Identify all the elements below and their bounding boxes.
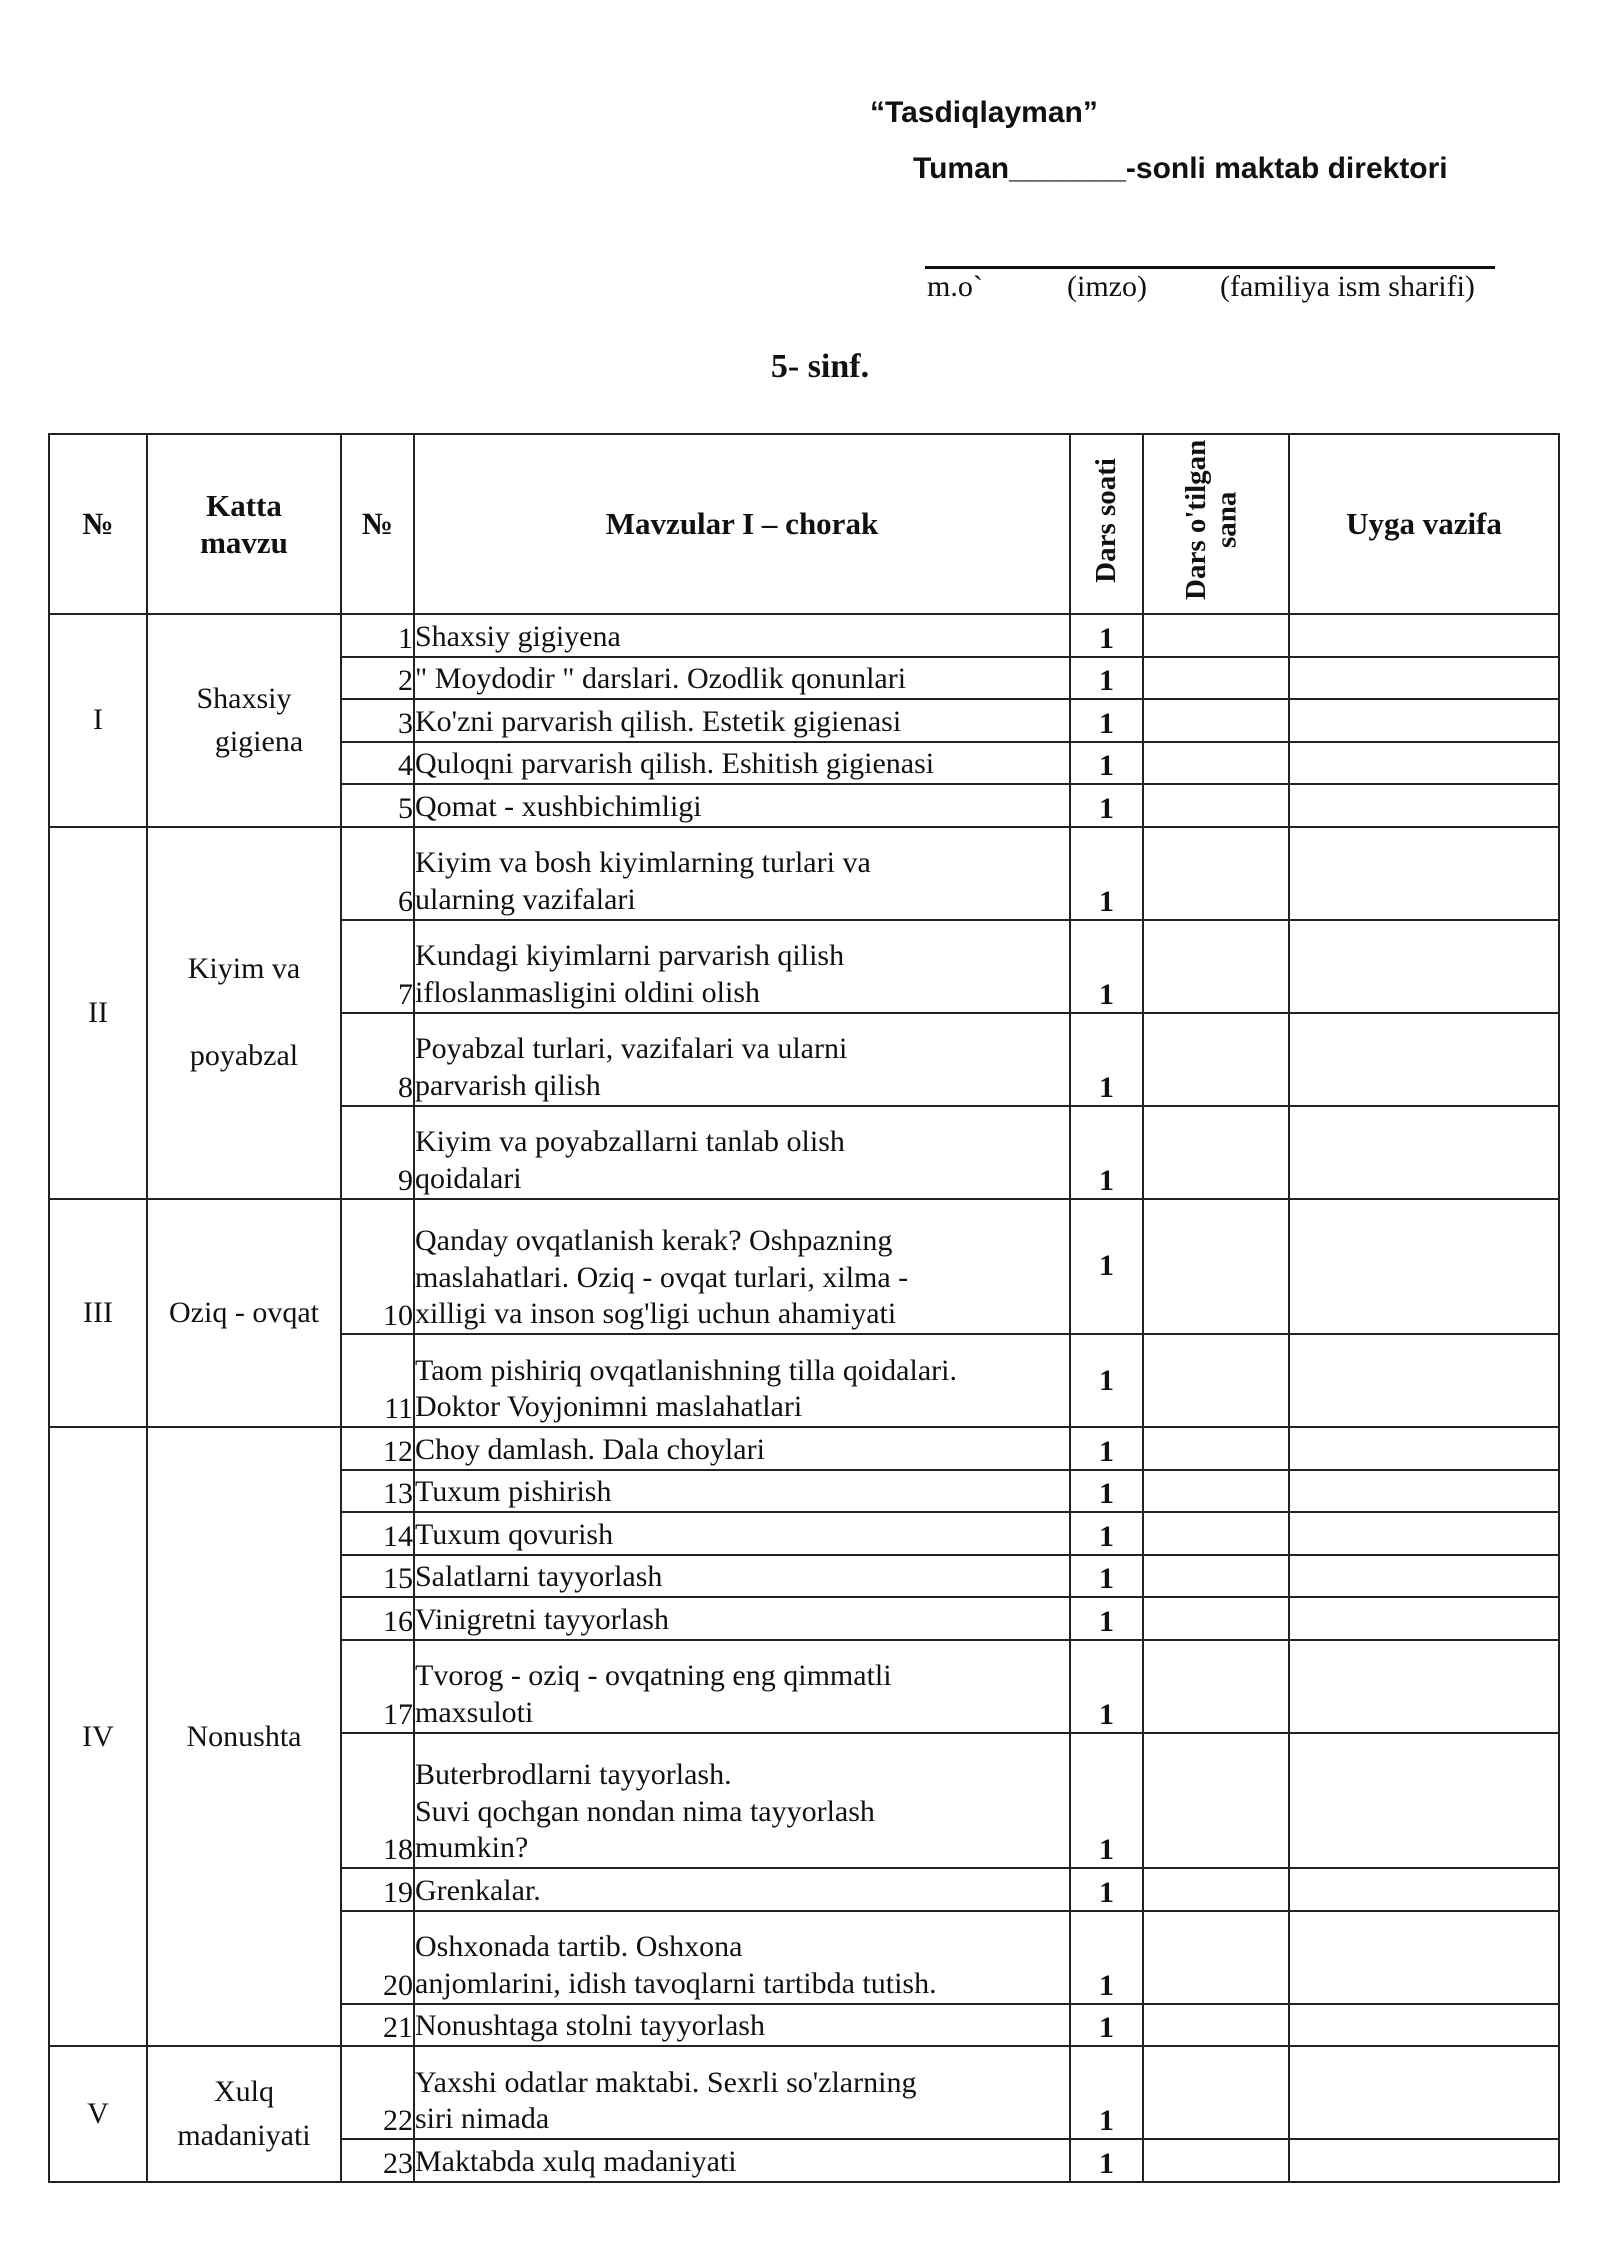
lesson-date-cell xyxy=(1143,1597,1289,1640)
lesson-topic: Oshxonada tartib. Oshxona anjomlarini, idish tavoqlarni tartibda tutish. xyxy=(414,1911,1070,2004)
homework-cell xyxy=(1289,1470,1559,1513)
director-line: Tuman_______-sonli maktab direktori xyxy=(913,152,1448,185)
lesson-number: 12 xyxy=(341,1427,414,1470)
homework-cell xyxy=(1289,614,1559,657)
lesson-topic: Grenkalar. xyxy=(414,1868,1070,1911)
header-no-2: № xyxy=(341,434,414,614)
lesson-number: 2 xyxy=(341,657,414,700)
homework-cell xyxy=(1289,742,1559,785)
lesson-date-cell xyxy=(1143,1106,1289,1199)
lesson-topic: Taom pishiriq ovqatlanishning tilla qoidalari. Doktor Voyjonimni maslahatlari xyxy=(414,1334,1070,1427)
lesson-hours: 1 xyxy=(1070,2139,1143,2182)
homework-cell xyxy=(1289,1199,1559,1335)
lesson-date-cell xyxy=(1143,742,1289,785)
homework-cell xyxy=(1289,657,1559,700)
lesson-hours: 1 xyxy=(1070,657,1143,700)
homework-cell xyxy=(1289,1911,1559,2004)
lesson-number: 8 xyxy=(341,1013,414,1106)
lesson-date-cell xyxy=(1143,1427,1289,1470)
header-hours xyxy=(1070,434,1143,614)
table-body xyxy=(49,614,1559,2182)
seal-label: m.o` xyxy=(927,270,983,303)
name-label: (familiya ism sharifi) xyxy=(1220,270,1475,303)
lesson-date-cell xyxy=(1143,657,1289,700)
lesson-topic: Maktabda xulq madaniyati xyxy=(414,2139,1070,2182)
lesson-number: 9 xyxy=(341,1106,414,1199)
lesson-topic: " Moydodir " darslari. Ozodlik qonunlari xyxy=(414,657,1070,700)
lesson-number: 22 xyxy=(341,2046,414,2139)
lesson-topic: Salatlarni tayyorlash xyxy=(414,1555,1070,1598)
homework-cell xyxy=(1289,1334,1559,1427)
lesson-date-cell xyxy=(1143,1868,1289,1911)
homework-cell xyxy=(1289,1640,1559,1733)
homework-cell xyxy=(1289,2139,1559,2182)
lesson-hours: 1 xyxy=(1070,784,1143,827)
header-homework: Uyga vazifa xyxy=(1289,434,1559,614)
lesson-number: 13 xyxy=(341,1470,414,1513)
homework-cell xyxy=(1289,699,1559,742)
lesson-hours: 1 xyxy=(1070,1512,1143,1555)
lesson-hours: 1 xyxy=(1070,1470,1143,1513)
lesson-number: 21 xyxy=(341,2004,414,2047)
lesson-topic: Choy damlash. Dala choylari xyxy=(414,1427,1070,1470)
lesson-topic: Qomat - xushbichimligi xyxy=(414,784,1070,827)
homework-cell xyxy=(1289,1555,1559,1598)
lesson-date-cell xyxy=(1143,1512,1289,1555)
lesson-topic: Kiyim va poyabzallarni tanlab olish qoidalari xyxy=(414,1106,1070,1199)
lesson-hours: 1 xyxy=(1070,1199,1143,1335)
lesson-hours: 1 xyxy=(1070,2046,1143,2139)
lesson-date-cell xyxy=(1143,1555,1289,1598)
lesson-number: 11 xyxy=(341,1334,414,1427)
lesson-number: 10 xyxy=(341,1199,414,1335)
lesson-date-cell xyxy=(1143,1199,1289,1335)
lesson-hours: 1 xyxy=(1070,699,1143,742)
lesson-date-cell xyxy=(1143,2046,1289,2139)
lesson-date-cell xyxy=(1143,1911,1289,2004)
lesson-topic: Quloqni parvarish qilish. Eshitish gigienasi xyxy=(414,742,1070,785)
lesson-number: 18 xyxy=(341,1733,414,1869)
lesson-topic: Vinigretni tayyorlash xyxy=(414,1597,1070,1640)
section-number: IV xyxy=(49,1427,147,2046)
table-row xyxy=(49,614,1559,657)
lesson-topic: Yaxshi odatlar maktabi. Sexrli so'zlarning siri nimada xyxy=(414,2046,1070,2139)
lesson-topic: Shaxsiy gigiyena xyxy=(414,614,1070,657)
lesson-hours: 1 xyxy=(1070,1597,1143,1640)
homework-cell xyxy=(1289,2046,1559,2139)
lesson-hours: 1 xyxy=(1070,1640,1143,1733)
lesson-topic: Nonushtaga stolni tayyorlash xyxy=(414,2004,1070,2047)
section-title: Nonushta xyxy=(147,1427,341,2046)
table-row xyxy=(49,2046,1559,2139)
lesson-plan-table xyxy=(48,433,1560,2183)
section-number: III xyxy=(49,1199,147,1428)
signature-line xyxy=(925,266,1495,269)
lesson-number: 5 xyxy=(341,784,414,827)
lesson-hours: 1 xyxy=(1070,1106,1143,1199)
lesson-hours: 1 xyxy=(1070,2004,1143,2047)
lesson-hours: 1 xyxy=(1070,1334,1143,1427)
lesson-number: 17 xyxy=(341,1640,414,1733)
section-title: Kiyim va poyabzal xyxy=(147,827,341,1199)
homework-cell xyxy=(1289,920,1559,1013)
lesson-date-cell xyxy=(1143,614,1289,657)
header-no-1: № xyxy=(49,434,147,614)
lesson-date-cell xyxy=(1143,1733,1289,1869)
lesson-topic: Kundagi kiyimlarni parvarish qilish ifloslanmasligini oldini olish xyxy=(414,920,1070,1013)
lesson-topic: Tvorog - oziq - ovqatning eng qimmatli maxsuloti xyxy=(414,1640,1070,1733)
lesson-number: 4 xyxy=(341,742,414,785)
lesson-date-cell xyxy=(1143,920,1289,1013)
table-header-row xyxy=(49,434,1559,614)
section-number: V xyxy=(49,2046,147,2182)
lesson-topic: Kiyim va bosh kiyimlarning turlari va ularning vazifalari xyxy=(414,827,1070,920)
homework-cell xyxy=(1289,1013,1559,1106)
lesson-number: 23 xyxy=(341,2139,414,2182)
lesson-hours: 1 xyxy=(1070,1555,1143,1598)
table-row xyxy=(49,1199,1559,1335)
header-hours-label: Dars soati xyxy=(1090,457,1123,583)
homework-cell xyxy=(1289,1106,1559,1199)
table-row xyxy=(49,827,1559,920)
lesson-number: 16 xyxy=(341,1597,414,1640)
section-number: II xyxy=(49,827,147,1199)
lesson-date-cell xyxy=(1143,827,1289,920)
section-number: I xyxy=(49,614,147,827)
section-title: Xulq madaniyati xyxy=(147,2046,341,2182)
lesson-date-cell xyxy=(1143,1470,1289,1513)
lesson-number: 15 xyxy=(341,1555,414,1598)
lesson-date-cell xyxy=(1143,699,1289,742)
page-title: 5- sinf. xyxy=(770,348,870,385)
header-date xyxy=(1143,434,1289,614)
homework-cell xyxy=(1289,1427,1559,1470)
header-date-label: Dars o'tilgan sana xyxy=(1180,439,1243,601)
lesson-topic: Ko'zni parvarish qilish. Estetik gigienasi xyxy=(414,699,1070,742)
lesson-topic: Qanday ovqatlanish kerak? Oshpazning maslahatlari. Oziq - ovqat turlari, xilma - xilligi va inson sog'ligi uchun ahamiyati xyxy=(414,1199,1070,1335)
lesson-topic: Buterbrodlarni tayyorlash. Suvi qochgan nondan nima tayyorlash mumkin? xyxy=(414,1733,1070,1869)
homework-cell xyxy=(1289,1512,1559,1555)
homework-cell xyxy=(1289,2004,1559,2047)
lesson-number: 7 xyxy=(341,920,414,1013)
header-topic: Mavzular I – chorak xyxy=(414,434,1070,614)
lesson-date-cell xyxy=(1143,2139,1289,2182)
lesson-hours: 1 xyxy=(1070,827,1143,920)
lesson-number: 19 xyxy=(341,1868,414,1911)
table-row xyxy=(49,1427,1559,1470)
lesson-date-cell xyxy=(1143,784,1289,827)
lesson-hours: 1 xyxy=(1070,920,1143,1013)
lesson-topic: Tuxum qovurish xyxy=(414,1512,1070,1555)
lesson-hours: 1 xyxy=(1070,742,1143,785)
section-title: Shaxsiy gigiena xyxy=(147,614,341,827)
homework-cell xyxy=(1289,1733,1559,1869)
lesson-date-cell xyxy=(1143,1013,1289,1106)
homework-cell xyxy=(1289,1597,1559,1640)
lesson-topic: Poyabzal turlari, vazifalari va ularni parvarish qilish xyxy=(414,1013,1070,1106)
lesson-number: 1 xyxy=(341,614,414,657)
homework-cell xyxy=(1289,1868,1559,1911)
lesson-hours: 1 xyxy=(1070,1733,1143,1869)
lesson-hours: 1 xyxy=(1070,1868,1143,1911)
section-title: Oziq - ovqat xyxy=(147,1199,341,1428)
lesson-number: 20 xyxy=(341,1911,414,2004)
lesson-hours: 1 xyxy=(1070,1013,1143,1106)
lesson-date-cell xyxy=(1143,2004,1289,2047)
lesson-number: 6 xyxy=(341,827,414,920)
homework-cell xyxy=(1289,827,1559,920)
lesson-number: 14 xyxy=(341,1512,414,1555)
lesson-date-cell xyxy=(1143,1640,1289,1733)
sign-label: (imzo) xyxy=(1067,270,1147,303)
lesson-hours: 1 xyxy=(1070,614,1143,657)
homework-cell xyxy=(1289,784,1559,827)
lesson-hours: 1 xyxy=(1070,1911,1143,2004)
lesson-topic: Tuxum pishirish xyxy=(414,1470,1070,1513)
lesson-hours: 1 xyxy=(1070,1427,1143,1470)
lesson-date-cell xyxy=(1143,1334,1289,1427)
lesson-number: 3 xyxy=(341,699,414,742)
header-group: Katta mavzu xyxy=(147,434,341,614)
approval-heading: “Tasdiqlayman” xyxy=(870,96,1098,129)
